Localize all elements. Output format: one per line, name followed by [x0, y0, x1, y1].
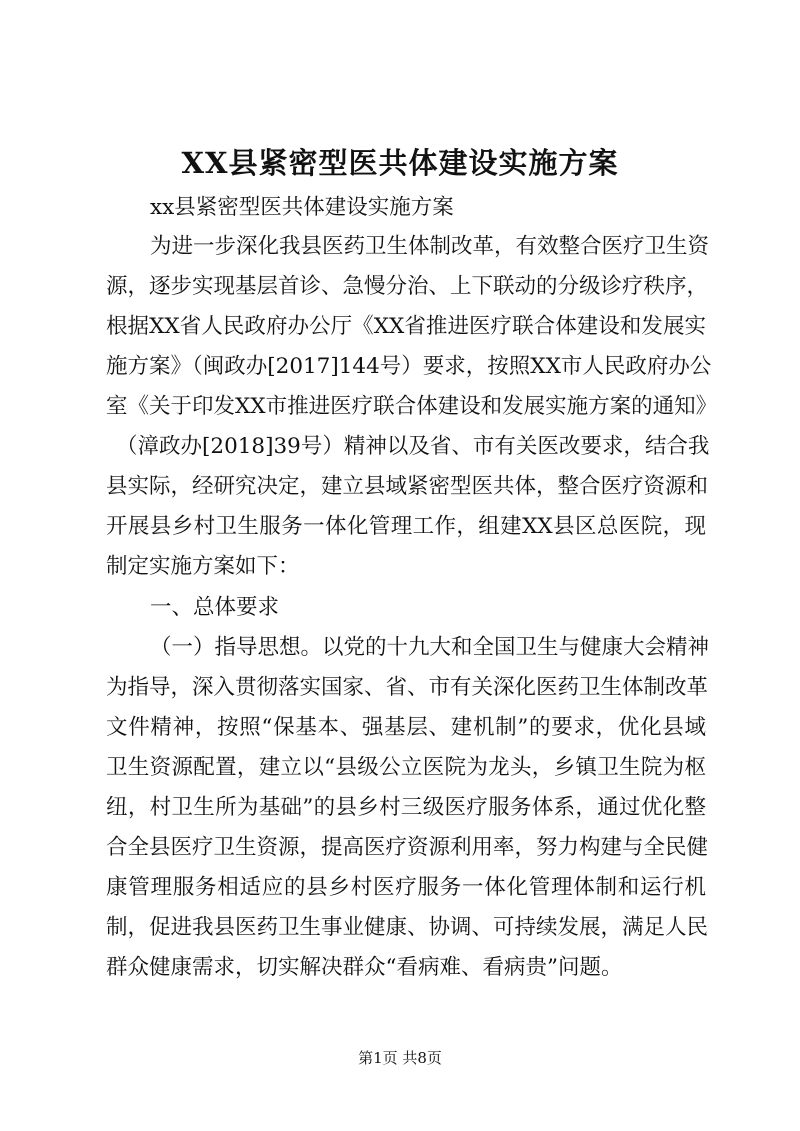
paragraph-line: 卫生资源配置，建立以“县级公立医院为龙头，乡镇卫生院为枢: [106, 755, 706, 780]
document-title: XX县紧密型医共体建设实施方案: [181, 146, 619, 180]
document-subtitle: xx县紧密型医共体建设实施方案: [150, 195, 454, 220]
paragraph-line: 为指导，深入贯彻落实国家、省、市有关深化医药卫生体制改革: [106, 675, 709, 700]
paragraph-line: 施方案》（闽政办[2017]144号）要求，按照XX市人民政府办公: [106, 354, 712, 379]
paragraph-line: （漳政办[2018]39号）精神以及省、市有关医改要求，结合我: [116, 434, 710, 459]
paragraph-line: 为进一步深化我县医药卫生体制改革，有效整合医疗卫生资: [150, 234, 710, 259]
section-heading: 一、总体要求: [150, 595, 280, 620]
paragraph-line: 根据XX省人民政府办公厅《XX省推进医疗联合体建设和发展实: [106, 314, 706, 339]
page-number-footer: 第1页 共8页: [358, 1049, 442, 1067]
paragraph-line: 康管理服务相适应的县乡村医疗服务一体化管理体制和运行机: [106, 875, 706, 900]
paragraph-line: 群众健康需求，切实解决群众“看病难、看病贵”问题。: [106, 955, 623, 980]
paragraph-line: （一）指导思想。以党的十九大和全国卫生与健康大会精神: [150, 635, 710, 660]
paragraph-line: 制定实施方案如下：: [106, 554, 300, 579]
paragraph-line: 制，促进我县医药卫生事业健康、协调、可持续发展，满足人民: [106, 915, 709, 940]
paragraph-line: 室《关于印发XX市推进医疗联合体建设和发展实施方案的通知》: [106, 394, 718, 419]
paragraph-line: 开展县乡村卫生服务一体化管理工作，组建XX县区总医院，现: [106, 514, 706, 539]
paragraph-line: 合全县医疗卫生资源，提高医疗资源利用率，努力构建与全民健: [106, 835, 709, 860]
paragraph-line: 源，逐步实现基层首诊、急慢分治、上下联动的分级诊疗秩序，: [106, 274, 709, 299]
paragraph-line: 文件精神，按照“保基本、强基层、建机制”的要求，优化县域: [106, 715, 706, 740]
paragraph-line: 县实际，经研究决定，建立县域紧密型医共体，整合医疗资源和: [106, 474, 709, 499]
paragraph-line: 纽，村卫生所为基础”的县乡村三级医疗服务体系，通过优化整: [106, 795, 706, 820]
